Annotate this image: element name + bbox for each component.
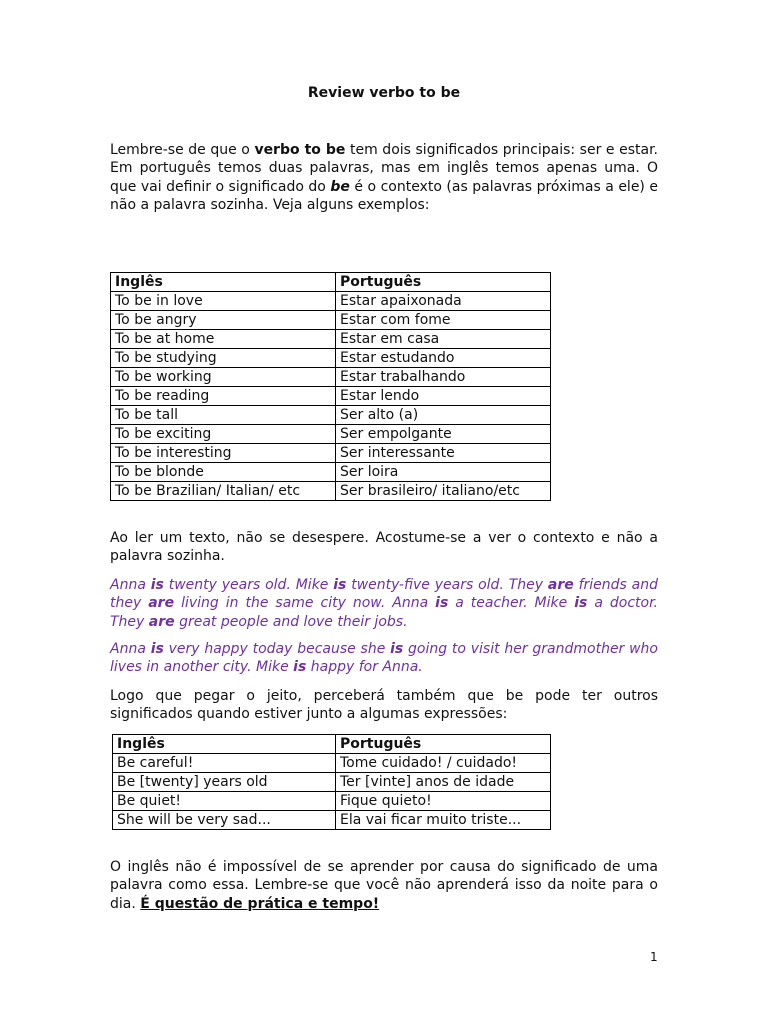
- table-row: [111, 425, 551, 444]
- table-cell: To be studying: [111, 349, 336, 368]
- intro-bold-italic: be: [330, 178, 350, 195]
- closing-text: O inglês não é impossível de se aprender por causa do significado de uma palavra como essa. Lembre-se que você não aprenderá isso da noite para o dia.: [110, 859, 658, 912]
- table-cell: To be blonde: [111, 463, 336, 482]
- expressions-table: [112, 734, 551, 830]
- table-cell: To be angry: [111, 311, 336, 330]
- table-cell: Ela vai ficar muito triste...: [336, 811, 551, 830]
- table-cell: To be Brazilian/ Italian/ etc: [111, 482, 336, 501]
- table-row: [111, 368, 551, 387]
- table-header-row: [113, 735, 551, 754]
- table-row: [113, 754, 551, 773]
- table-cell: Tome cuidado! / cuidado!: [336, 754, 551, 773]
- table-cell: To be tall: [111, 406, 336, 425]
- table-cell: Ser empolgante: [336, 425, 551, 444]
- table-row: [111, 444, 551, 463]
- table-row: [111, 292, 551, 311]
- table-row: [111, 349, 551, 368]
- example-paragraph-2: Anna is very happy today because she is going to visit her grandmother who lives in another city. Mike is happy for Anna.: [110, 641, 658, 676]
- table-cell: To be at home: [111, 330, 336, 349]
- table-cell: Ser loira: [336, 463, 551, 482]
- table-row: [111, 463, 551, 482]
- table-cell: Ser alto (a): [336, 406, 551, 425]
- table-row: [111, 311, 551, 330]
- document-title: Review verbo to be: [307, 85, 461, 101]
- table-cell: Be careful!: [113, 754, 336, 773]
- page-number: 1: [650, 950, 658, 964]
- table-header-cell: Português: [336, 273, 551, 292]
- example-paragraph-1: Anna is twenty years old. Mike is twenty-five years old. They are friends and they are living in the same city now. Anna is a teacher. Mike is a doctor. They are great people and love their jobs.: [110, 577, 659, 630]
- table-row: [113, 773, 551, 792]
- table-cell: She will be very sad...: [113, 811, 336, 830]
- table-cell: Fique quieto!: [336, 792, 551, 811]
- table-cell: Be quiet!: [113, 792, 336, 811]
- intro-bold: verbo to be: [254, 142, 346, 158]
- expressions-paragraph: Logo que pegar o jeito, perceberá também que be pode ter outros significados quando estiver junto a algumas expressões:: [110, 688, 658, 723]
- intro-text: tem dois significados principais: ser e estar. Em português temos duas palavras, mas em inglês temos apenas uma. O que vai definir o significado do: [110, 142, 658, 195]
- table-cell: To be exciting: [111, 425, 336, 444]
- table-cell: Be [twenty] years old: [113, 773, 336, 792]
- table-cell: Estar com fome: [336, 311, 551, 330]
- closing-paragraph: [110, 858, 658, 913]
- table-cell: Estar em casa: [336, 330, 551, 349]
- closing-emphasis: É questão de prática e tempo!: [140, 895, 380, 912]
- table-cell: To be reading: [111, 387, 336, 406]
- intro-text: é o contexto (as palavras próximas a ele) e não a palavra sozinha. Veja alguns exemplos:: [110, 178, 659, 214]
- table-cell: Ter [vinte] anos de idade: [336, 773, 551, 792]
- table-row: [111, 330, 551, 349]
- intro-paragraph: [110, 141, 658, 215]
- table-row: [111, 482, 551, 501]
- table-row: [111, 406, 551, 425]
- table-header-cell: Inglês: [111, 273, 336, 292]
- table-header-row: [111, 273, 551, 292]
- table-cell: Ser brasileiro/ italiano/etc: [336, 482, 551, 501]
- table-cell: Estar trabalhando: [336, 368, 551, 387]
- table-cell: Estar apaixonada: [336, 292, 551, 311]
- context-paragraph: Ao ler um texto, não se desespere. Acostume-se a ver o contexto e não a palavra sozinha.: [110, 530, 658, 565]
- table-cell: To be interesting: [111, 444, 336, 463]
- table-header-cell: Português: [336, 735, 551, 754]
- table-cell: Estar lendo: [336, 387, 551, 406]
- table-row: [111, 387, 551, 406]
- table-cell: Estar estudando: [336, 349, 551, 368]
- table-cell: To be in love: [111, 292, 336, 311]
- verbs-table: [110, 272, 551, 501]
- table-row: [113, 811, 551, 830]
- intro-text: Lembre-se de que o: [110, 142, 255, 158]
- table-header-cell: Inglês: [113, 735, 336, 754]
- table-cell: Ser interessante: [336, 444, 551, 463]
- table-row: [113, 792, 551, 811]
- table-cell: To be working: [111, 368, 336, 387]
